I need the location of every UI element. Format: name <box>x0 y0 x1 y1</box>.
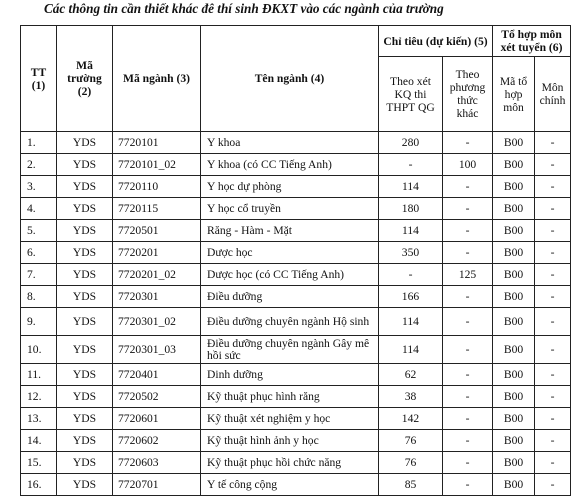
cell-theo-xet: 114 <box>379 220 443 242</box>
cell-ma-truong: YDS <box>57 220 113 242</box>
table-row <box>21 452 571 474</box>
table-row <box>21 430 571 452</box>
cell-ma-to-hop: B00 <box>493 176 535 198</box>
cell-mon-chinh: - <box>535 364 571 386</box>
cell-mon-chinh: - <box>535 386 571 408</box>
header-ma-nganh: Mã ngành (3) <box>113 26 201 132</box>
cell-ten-nganh: Dược học (có CC Tiếng Anh) <box>201 264 379 286</box>
cell-theo-phuong: - <box>443 308 493 336</box>
cell-mon-chinh: - <box>535 132 571 154</box>
header-theo-phuong: Theo phương thức khác <box>443 57 493 132</box>
cell-ten-nganh: Điều dưỡng chuyên ngành Gây mê hồi sức <box>201 336 379 364</box>
table-row <box>21 176 571 198</box>
cell-ten-nganh: Dinh dưỡng <box>201 364 379 386</box>
cell-theo-xet: 114 <box>379 176 443 198</box>
cell-ten-nganh: Răng - Hàm - Mặt <box>201 220 379 242</box>
header-chi-tieu: Chỉ tiêu (dự kiến) (5) <box>379 26 493 57</box>
cell-ma-nganh: 7720115 <box>113 198 201 220</box>
cell-ma-to-hop: B00 <box>493 220 535 242</box>
cell-ten-nganh: Kỹ thuật xét nghiệm y học <box>201 408 379 430</box>
cell-theo-phuong: - <box>443 198 493 220</box>
cell-ma-truong: YDS <box>57 264 113 286</box>
table-row <box>21 336 571 364</box>
cell-ten-nganh: Y khoa <box>201 132 379 154</box>
table-row <box>21 264 571 286</box>
cell-ma-nganh: 7720301_03 <box>113 336 201 364</box>
cell-mon-chinh: - <box>535 220 571 242</box>
cell-theo-xet: 85 <box>379 474 443 496</box>
cell-ma-nganh: 7720110 <box>113 176 201 198</box>
cell-ma-nganh: 7720301 <box>113 286 201 308</box>
table-row <box>21 220 571 242</box>
cell-ma-truong: YDS <box>57 364 113 386</box>
table-row <box>21 198 571 220</box>
cell-tt: 2. <box>21 154 57 176</box>
cell-ten-nganh: Điều dưỡng chuyên ngành Hộ sinh <box>201 308 379 336</box>
page-title: Các thông tin cần thiết khác đê thí sinh ĐKXT vào các ngành của trường <box>44 1 444 16</box>
table-row <box>21 364 571 386</box>
cell-ma-nganh: 7720401 <box>113 364 201 386</box>
header-ma-to-hop: Mã tổ hợp môn <box>493 57 535 132</box>
cell-tt: 13. <box>21 408 57 430</box>
table-row <box>21 408 571 430</box>
cell-ma-to-hop: B00 <box>493 364 535 386</box>
cell-ten-nganh: Điều dưỡng <box>201 286 379 308</box>
header-theo-xet: Theo xét KQ thi THPT QG <box>379 57 443 132</box>
cell-theo-phuong: - <box>443 286 493 308</box>
cell-theo-phuong: - <box>443 408 493 430</box>
table-row <box>21 132 571 154</box>
cell-ten-nganh: Y khoa (có CC Tiếng Anh) <box>201 154 379 176</box>
cell-ten-nganh: Kỹ thuật phục hồi chức năng <box>201 452 379 474</box>
table-row <box>21 286 571 308</box>
cell-theo-xet: 142 <box>379 408 443 430</box>
cell-ma-nganh: 7720101_02 <box>113 154 201 176</box>
cell-ma-to-hop: B00 <box>493 198 535 220</box>
cell-ten-nganh: Kỹ thuật phục hình răng <box>201 386 379 408</box>
cell-ma-nganh: 7720501 <box>113 220 201 242</box>
cell-theo-xet: 38 <box>379 386 443 408</box>
header-ten-nganh: Tên ngành (4) <box>201 26 379 132</box>
cell-mon-chinh: - <box>535 264 571 286</box>
cell-theo-phuong: - <box>443 176 493 198</box>
cell-theo-phuong: - <box>443 474 493 496</box>
cell-tt: 6. <box>21 242 57 264</box>
cell-ma-to-hop: B00 <box>493 242 535 264</box>
admission-table <box>20 25 571 496</box>
cell-ten-nganh: Kỹ thuật hình ảnh y học <box>201 430 379 452</box>
cell-tt: 5. <box>21 220 57 242</box>
cell-ma-to-hop: B00 <box>493 452 535 474</box>
cell-theo-xet: 350 <box>379 242 443 264</box>
cell-theo-xet: 166 <box>379 286 443 308</box>
cell-ma-to-hop: B00 <box>493 474 535 496</box>
table-row <box>21 308 571 336</box>
cell-theo-phuong: - <box>443 242 493 264</box>
cell-ten-nganh: Y học dự phòng <box>201 176 379 198</box>
cell-tt: 15. <box>21 452 57 474</box>
cell-mon-chinh: - <box>535 408 571 430</box>
cell-mon-chinh: - <box>535 474 571 496</box>
cell-ma-truong: YDS <box>57 452 113 474</box>
cell-ma-truong: YDS <box>57 474 113 496</box>
cell-theo-phuong: - <box>443 336 493 364</box>
cell-tt: 3. <box>21 176 57 198</box>
cell-ma-nganh: 7720502 <box>113 386 201 408</box>
cell-ma-nganh: 7720101 <box>113 132 201 154</box>
cell-mon-chinh: - <box>535 336 571 364</box>
cell-ma-to-hop: B00 <box>493 386 535 408</box>
cell-ma-to-hop: B00 <box>493 286 535 308</box>
cell-ma-nganh: 7720601 <box>113 408 201 430</box>
cell-mon-chinh: - <box>535 286 571 308</box>
cell-tt: 11. <box>21 364 57 386</box>
cell-theo-xet: - <box>379 154 443 176</box>
cell-theo-xet: 114 <box>379 336 443 364</box>
cell-mon-chinh: - <box>535 452 571 474</box>
cell-mon-chinh: - <box>535 308 571 336</box>
cell-mon-chinh: - <box>535 242 571 264</box>
table-row <box>21 154 571 176</box>
cell-theo-phuong: - <box>443 220 493 242</box>
cell-theo-phuong: - <box>443 132 493 154</box>
cell-theo-phuong: - <box>443 430 493 452</box>
cell-ten-nganh: Y tế công cộng <box>201 474 379 496</box>
cell-ma-truong: YDS <box>57 154 113 176</box>
cell-ma-nganh: 7720301_02 <box>113 308 201 336</box>
header-tt: TT (1) <box>21 26 57 132</box>
cell-ma-to-hop: B00 <box>493 430 535 452</box>
table-body <box>21 132 571 496</box>
table-row <box>21 474 571 496</box>
cell-tt: 9. <box>21 308 57 336</box>
cell-theo-xet: 180 <box>379 198 443 220</box>
cell-tt: 7. <box>21 264 57 286</box>
cell-tt: 1. <box>21 132 57 154</box>
cell-ma-truong: YDS <box>57 336 113 364</box>
cell-tt: 4. <box>21 198 57 220</box>
cell-ma-to-hop: B00 <box>493 132 535 154</box>
table-row <box>21 386 571 408</box>
cell-theo-xet: 114 <box>379 308 443 336</box>
cell-theo-xet: 76 <box>379 430 443 452</box>
cell-ma-truong: YDS <box>57 386 113 408</box>
cell-ma-to-hop: B00 <box>493 336 535 364</box>
cell-ma-truong: YDS <box>57 198 113 220</box>
cell-ma-truong: YDS <box>57 408 113 430</box>
cell-ten-nganh: Y học cổ truyền <box>201 198 379 220</box>
cell-theo-xet: 76 <box>379 452 443 474</box>
cell-theo-phuong: 125 <box>443 264 493 286</box>
cell-ma-truong: YDS <box>57 308 113 336</box>
cell-tt: 8. <box>21 286 57 308</box>
cell-ma-truong: YDS <box>57 176 113 198</box>
cell-mon-chinh: - <box>535 198 571 220</box>
cell-theo-phuong: - <box>443 386 493 408</box>
cell-ma-truong: YDS <box>57 242 113 264</box>
cell-tt: 16. <box>21 474 57 496</box>
cell-mon-chinh: - <box>535 176 571 198</box>
cell-ma-truong: YDS <box>57 132 113 154</box>
cell-ma-nganh: 7720701 <box>113 474 201 496</box>
cell-tt: 14. <box>21 430 57 452</box>
cell-ten-nganh: Dược học <box>201 242 379 264</box>
header-mon-chinh: Môn chính <box>535 57 571 132</box>
cell-ma-nganh: 7720201_02 <box>113 264 201 286</box>
cell-ma-nganh: 7720603 <box>113 452 201 474</box>
cell-theo-xet: 280 <box>379 132 443 154</box>
cell-theo-xet: - <box>379 264 443 286</box>
cell-theo-xet: 62 <box>379 364 443 386</box>
cell-ma-to-hop: B00 <box>493 264 535 286</box>
cell-theo-phuong: 100 <box>443 154 493 176</box>
cell-theo-phuong: - <box>443 452 493 474</box>
cell-tt: 10. <box>21 336 57 364</box>
cell-ma-truong: YDS <box>57 430 113 452</box>
cell-tt: 12. <box>21 386 57 408</box>
cell-theo-phuong: - <box>443 364 493 386</box>
cell-ma-to-hop: B00 <box>493 308 535 336</box>
cell-ma-to-hop: B00 <box>493 408 535 430</box>
header-to-hop: Tổ hợp môn xét tuyển (6) <box>493 26 571 57</box>
cell-ma-nganh: 7720201 <box>113 242 201 264</box>
table-row <box>21 242 571 264</box>
cell-mon-chinh: - <box>535 154 571 176</box>
cell-ma-nganh: 7720602 <box>113 430 201 452</box>
header-ma-truong: Mã trường (2) <box>57 26 113 132</box>
cell-ma-truong: YDS <box>57 286 113 308</box>
cell-mon-chinh: - <box>535 430 571 452</box>
cell-ma-to-hop: B00 <box>493 154 535 176</box>
